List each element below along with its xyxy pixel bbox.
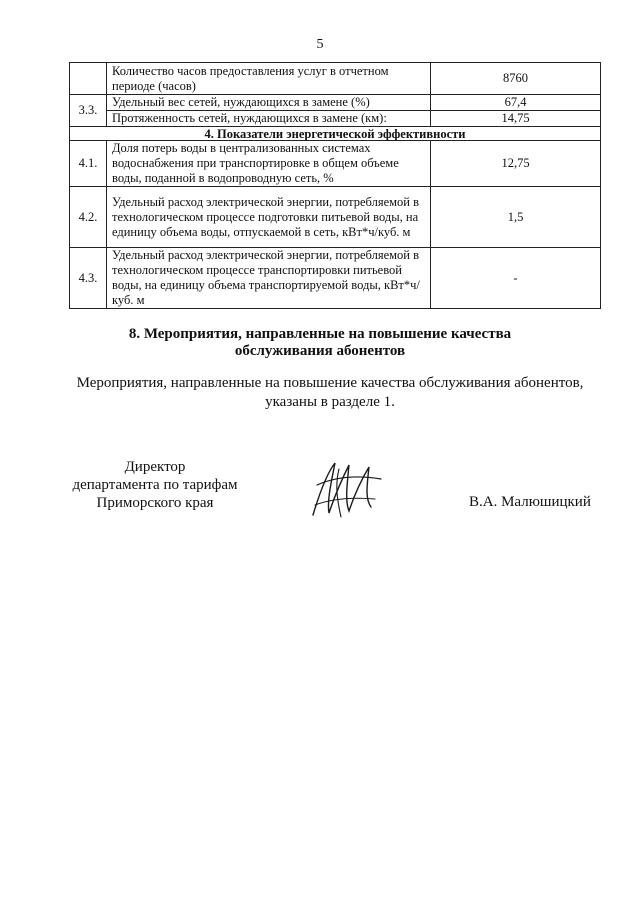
section-8-title-line-2: обслуживания абонентов [234,343,406,359]
table-row [70,248,601,309]
row-description: Количество часов предоставления услуг в отчетном периоде (часов) [107,63,431,95]
section-header-row [70,127,601,141]
row-number: 4.2. [70,187,107,248]
signatory-name: В.А. Малюшицкий [469,494,591,510]
row-number: 3.3. [70,95,107,127]
table-row [70,141,601,187]
table-row [70,187,601,248]
indicators-table [69,62,601,309]
row-value: 1,5 [431,187,601,248]
role-line-3: Приморского края [96,495,214,511]
section-8-body [60,374,600,412]
row-value: 12,75 [431,141,601,187]
section-8-title-line-1: 8. Мероприятия, направленные на повышение качества [128,326,512,342]
row-number: 4.3. [70,248,107,309]
row-description: Удельный расход электрической энергии, потребляемой в технологическом процессе подготовки питьевой воды, на единицу объема воды, отпускаемой в сеть, кВт*ч/куб. м [107,187,431,248]
section-8-text-line-2: указаны в разделе 1. [265,394,395,410]
section-8-text-line-1: Мероприятия, направленные на повышение качества обслуживания абонентов, [76,375,584,391]
table-row [70,63,601,95]
table-row [70,111,601,127]
row-value: 67,4 [431,95,601,111]
page-number: 5 [316,37,324,52]
row-number: 4.1. [70,141,107,187]
handwritten-signature-icon [305,455,385,525]
role-line-1: Директор [124,459,186,475]
section-8-heading [0,326,640,360]
row-number [70,63,107,95]
row-value: - [431,248,601,309]
table-row [70,95,601,111]
row-value: 8760 [431,63,601,95]
section-4-title: 4. Показатели энергетической эффективности [70,127,601,141]
row-value: 14,75 [431,111,601,127]
signatory-role [60,458,250,512]
row-description: Доля потерь воды в централизованных системах водоснабжения при транспортировке в общем объеме воды, поданной в водопроводную сеть, % [107,141,431,187]
row-description: Удельный расход электрической энергии, потребляемой в технологическом процессе транспортировки питьевой воды, на единицу объема транспортируемой воды, кВт*ч/куб. м [107,248,431,309]
role-line-2: департамента по тарифам [72,477,238,493]
row-description: Протяженность сетей, нуждающихся в замене (км): [107,111,431,127]
row-description: Удельный вес сетей, нуждающихся в замене (%) [107,95,431,111]
